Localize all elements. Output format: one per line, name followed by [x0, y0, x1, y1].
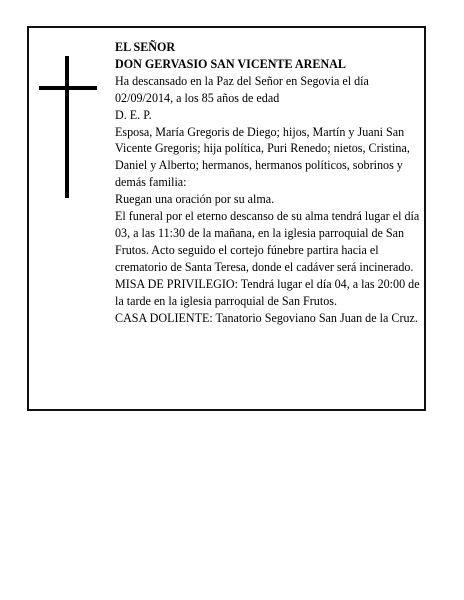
funeral-info: El funeral por el eterno descanso de su alma tendrá lugar el día 03, a las 11:30 de la mañana, en la iglesia parroquial de San Frutos. Acto seguido el cortejo fúnebre partira hacia el crematorio de Santa Teresa, donde el cadáver será incinerado. MISA DE PRIVILEGIO: Tendrá lugar el día 04, a las 20:00 de la tarde en la iglesia parroquial de San Frutos. [115, 209, 420, 308]
cross-vertical-bar [65, 56, 69, 198]
notice-title: EL SEÑOR [115, 40, 176, 54]
obituary-notice [27, 26, 426, 411]
cross-horizontal-bar [39, 86, 97, 90]
family-list: Esposa, María Gregoris de Diego; hijos, Martín y Juani San Vicente Gregoris; hija política, Puri Renedo; nietos, Cristina, Daniel y Alberto; hermanos, hermanos políticos, sobrinos y demás familia: [115, 124, 410, 190]
cross-icon [39, 56, 97, 198]
death-statement: Ha descansado en la Paz del Señor en Segovia el día 02/09/2014, a los 85 años de edad [115, 73, 369, 105]
prayer-request: Ruegan una oración por su alma. [115, 192, 275, 207]
deceased-name: DON GERVASIO SAN VICENTE ARENAL [115, 56, 346, 71]
notice-text [115, 39, 423, 326]
house-of-mourning: CASA DOLIENTE: Tanatorio Segoviano San Juan de la Cruz. [115, 310, 418, 325]
dep-line: D. E. P. [115, 107, 152, 122]
